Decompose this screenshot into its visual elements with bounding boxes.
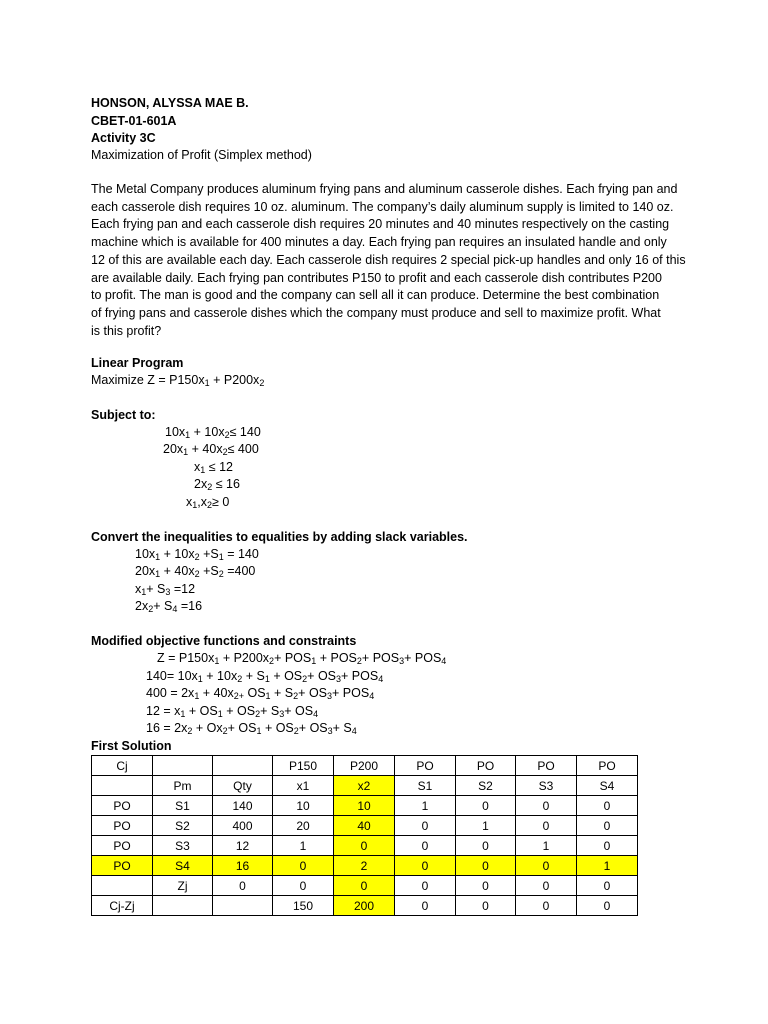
equation-subscript: 3 [327, 691, 333, 701]
equation-subscript: 4 [351, 726, 357, 736]
equation-text: + OS [298, 721, 328, 735]
slack-heading: Convert the inequalities to equalities by adding slack variables. [91, 530, 468, 544]
equation-text: + POS [404, 651, 442, 665]
table-cell: 0 [577, 876, 638, 896]
modified-constraint-4 [146, 720, 357, 736]
equation-text: + POS [341, 669, 379, 683]
student-name: HONSON, ALYSSA MAE B. [91, 96, 249, 110]
equation-text: Maximize Z = P150x [91, 373, 205, 387]
modified-objective [157, 650, 446, 666]
equation-subscript: 1 [265, 691, 271, 701]
activity-title: Activity 3C [91, 131, 156, 145]
equation-text: x [194, 460, 201, 474]
table-cell: 1 [273, 836, 334, 856]
equation-text: + S [260, 704, 280, 718]
constraint-handles [194, 459, 233, 475]
equation-text: +S [199, 564, 219, 578]
problem-line: Each frying pan and each casserole dish requires 20 minutes and 40 minutes respectively on the casting [91, 217, 670, 232]
problem-line: to profit. The man is good and the company can sell all it can produce. Determine the best combination [91, 288, 660, 303]
equation-subscript: 1 [256, 726, 262, 736]
equation-subscript: 2 [148, 604, 154, 614]
table-cell: Zj [153, 876, 213, 896]
equation-text: = 140 [223, 547, 259, 561]
equation-subscript: 1 [183, 447, 189, 457]
equation-subscript: 2 [207, 482, 213, 492]
equation-subscript: 3 [336, 674, 342, 684]
equation-subscript: 2 [293, 691, 299, 701]
table-row [92, 856, 638, 876]
equation-subscript: 2 [302, 674, 308, 684]
equation-text: + 10x [190, 425, 225, 439]
equation-text: + POS [332, 686, 370, 700]
equation-subscript: 2 [194, 569, 200, 579]
equation-text: + 40x [160, 564, 195, 578]
equation-text: ≤ 12 [205, 460, 233, 474]
equation-subscript: 2 [224, 430, 230, 440]
table-cell: 0 [456, 796, 516, 816]
linear-program-heading: Linear Program [91, 356, 184, 370]
table-cell: 200 [334, 896, 395, 916]
equation-text: 140= 10x [146, 669, 198, 683]
equation-subscript: 2 [222, 447, 228, 457]
equation-text: + P200x [209, 373, 260, 387]
equation-subscript: 2 [259, 378, 265, 388]
equation-subscript: 1 [204, 378, 210, 388]
table-cell: 0 [577, 836, 638, 856]
equation-text: + POS [361, 651, 400, 665]
table-header-row [92, 776, 638, 796]
equation-subscript: 1 [155, 569, 161, 579]
equation-text: =400 [223, 564, 256, 578]
equation-subscript: 1 [185, 430, 191, 440]
equation-text: Z = P150x [157, 651, 215, 665]
equation-text: 10x [135, 547, 156, 561]
table-cell: 0 [395, 876, 456, 896]
table-header-row [92, 756, 638, 776]
slack-equation-2 [135, 563, 255, 579]
equation-subscript: 1 [264, 674, 270, 684]
first-solution-table [91, 755, 638, 916]
table-cell: S1 [153, 796, 213, 816]
equation-subscript: 2 [218, 569, 224, 579]
equation-text: OS [244, 686, 266, 700]
modified-constraint-2 [146, 685, 374, 701]
equation-text: + 40x [188, 442, 223, 456]
equation-text: 20x [163, 442, 184, 456]
equation-text: + 10x [202, 669, 238, 683]
table-row [92, 896, 638, 916]
table-cell [213, 756, 273, 776]
equation-text: + OS [185, 704, 218, 718]
equation-subscript: 2 [293, 726, 299, 736]
equation-text: + OS [227, 721, 257, 735]
slack-equation-4 [135, 598, 202, 614]
first-solution-heading: First Solution [91, 739, 172, 753]
equation-text: =12 [170, 582, 196, 596]
table-cell: 0 [456, 876, 516, 896]
equation-subscript: 2 [222, 726, 228, 736]
modified-constraint-1 [146, 668, 383, 684]
table-cell: PO [516, 756, 577, 776]
equation-subscript: 1 [141, 587, 147, 597]
equation-text: ,x [197, 495, 207, 509]
equation-text: =16 [177, 599, 203, 613]
equation-text: + S [153, 599, 173, 613]
table-cell: x2 [334, 776, 395, 796]
constraint-aluminum [165, 424, 261, 440]
table-cell: PO [92, 836, 153, 856]
equation-text: 10x [165, 425, 186, 439]
table-cell: 0 [213, 876, 273, 896]
slack-equation-3 [135, 581, 195, 597]
constraint-nonnegativity [186, 494, 229, 510]
section-code: CBET-01-601A [91, 114, 177, 128]
slack-equation-1 [135, 546, 259, 562]
table-cell: 400 [213, 816, 273, 836]
equation-text: + POS [316, 651, 357, 665]
equation-subscript: 1 [197, 674, 203, 684]
equation-text: + S [146, 582, 166, 596]
equation-text: + S [332, 721, 352, 735]
equation-subscript: 3 [165, 587, 171, 597]
equation-subscript: 2 [356, 656, 362, 666]
table-cell: 0 [577, 896, 638, 916]
equation-text: x [135, 582, 142, 596]
table-cell: S2 [456, 776, 516, 796]
table-cell [213, 896, 273, 916]
table-cell: 0 [456, 896, 516, 916]
equation-subscript: 4 [313, 709, 319, 719]
equation-subscript: 4 [378, 674, 384, 684]
problem-line: 12 of this are available each day. Each casserole dish requires 2 special pick-up handles and only 16 of this [91, 252, 686, 267]
table-cell: 0 [395, 856, 456, 876]
problem-line: of frying pans and casserole dishes which the company must produce and sell to maximize profit. What [91, 305, 661, 320]
activity-subtitle: Maximization of Profit (Simplex method) [91, 148, 312, 162]
table-cell: PO [92, 796, 153, 816]
table-cell: P200 [334, 756, 395, 776]
table-cell: PO [92, 856, 153, 876]
table-cell: 0 [577, 796, 638, 816]
table-cell: 0 [395, 836, 456, 856]
equation-subscript: 1 [217, 709, 223, 719]
table-cell: S1 [395, 776, 456, 796]
table-cell: S3 [153, 836, 213, 856]
equation-subscript: 2+ [233, 691, 244, 701]
equation-subscript: 4 [441, 656, 447, 666]
table-row [92, 836, 638, 856]
equation-text: ≤ 16 [212, 477, 240, 491]
equation-text: + OS [284, 704, 314, 718]
table-cell: 0 [577, 816, 638, 836]
table-cell: 10 [334, 796, 395, 816]
table-cell: 0 [395, 896, 456, 916]
problem-line: is this profit? [91, 323, 162, 338]
equation-text: x [186, 495, 193, 509]
modified-heading: Modified objective functions and constraints [91, 634, 357, 648]
equation-subscript: 2 [187, 726, 193, 736]
equation-text: ≤ 140 [229, 425, 261, 439]
table-cell: 0 [516, 896, 577, 916]
table-cell: 1 [395, 796, 456, 816]
table-cell: S3 [516, 776, 577, 796]
table-cell [153, 756, 213, 776]
table-cell: 2 [334, 856, 395, 876]
constraint-machine [163, 441, 259, 457]
equation-subscript: 2 [237, 674, 243, 684]
equation-text: +S [199, 547, 219, 561]
equation-text: + Ox [192, 721, 223, 735]
table-row [92, 876, 638, 896]
equation-text: 20x [135, 564, 156, 578]
equation-subscript: 1 [192, 500, 198, 510]
problem-line: each casserole dish requires 10 oz. aluminum. The company’s daily aluminum supply is limited to 140 oz. [91, 199, 674, 214]
equation-text: 2x [194, 477, 208, 491]
table-cell: 40 [334, 816, 395, 836]
table-cell: S4 [153, 856, 213, 876]
table-cell: 0 [516, 856, 577, 876]
table-cell: 16 [213, 856, 273, 876]
equation-text: 2x [135, 599, 149, 613]
table-row [92, 816, 638, 836]
equation-text: + OS [261, 721, 294, 735]
table-cell: Cj-Zj [92, 896, 153, 916]
table-cell: S2 [153, 816, 213, 836]
table-row [92, 796, 638, 816]
equation-text: + OS [307, 669, 337, 683]
table-cell: 0 [516, 876, 577, 896]
modified-constraint-3 [146, 703, 318, 719]
equation-text: + 40x [199, 686, 234, 700]
equation-subscript: 1 [200, 465, 206, 475]
table-cell: 0 [456, 856, 516, 876]
table-cell: 1 [577, 856, 638, 876]
subject-to-heading: Subject to: [91, 408, 156, 422]
equation-text: + S [242, 669, 265, 683]
equation-subscript: 1 [214, 656, 220, 666]
table-cell: 150 [273, 896, 334, 916]
equation-text: 400 = 2x [146, 686, 195, 700]
equation-subscript: 3 [327, 726, 333, 736]
table-cell [92, 876, 153, 896]
equation-subscript: 2 [255, 709, 261, 719]
equation-subscript: 1 [311, 656, 317, 666]
equation-text: + OS [222, 704, 256, 718]
problem-line: machine which is available for 400 minutes a day. Each frying pan requires an insulated handle and only [91, 235, 667, 250]
table-cell: 10 [273, 796, 334, 816]
table-cell: 0 [273, 856, 334, 876]
equation-subscript: 2 [194, 552, 200, 562]
equation-subscript: 1 [218, 552, 224, 562]
table-cell: 0 [273, 876, 334, 896]
equation-text: + 10x [160, 547, 195, 561]
table-cell: 0 [334, 876, 395, 896]
problem-line: are available daily. Each frying pan contributes P150 to profit and each casserole dish contributes P200 [91, 270, 662, 285]
problem-statement [91, 181, 686, 340]
table-cell: S4 [577, 776, 638, 796]
constraint-pickup-handles [194, 476, 240, 492]
table-cell: PO [395, 756, 456, 776]
table-cell: 0 [516, 796, 577, 816]
equation-text: + P200x [219, 651, 270, 665]
table-cell: Cj [92, 756, 153, 776]
problem-line: The Metal Company produces aluminum frying pans and aluminum casserole dishes. Each frying pan and [91, 182, 678, 196]
table-cell: PO [92, 816, 153, 836]
table-cell: 0 [456, 836, 516, 856]
table-cell [92, 776, 153, 796]
table-cell: 140 [213, 796, 273, 816]
equation-subscript: 4 [172, 604, 178, 614]
table-cell: Pm [153, 776, 213, 796]
equation-text: + POS [274, 651, 312, 665]
equation-text: ≤ 400 [227, 442, 259, 456]
table-cell: 0 [395, 816, 456, 836]
equation-subscript: 2 [269, 656, 275, 666]
objective-function [91, 372, 264, 388]
equation-text: + OS [269, 669, 303, 683]
table-cell: PO [456, 756, 516, 776]
equation-subscript: 4 [369, 691, 375, 701]
table-cell: 0 [334, 836, 395, 856]
equation-subscript: 1 [155, 552, 161, 562]
table-cell: Qty [213, 776, 273, 796]
table-cell: x1 [273, 776, 334, 796]
table-cell [153, 896, 213, 916]
equation-subscript: 3 [279, 709, 285, 719]
table-cell: 1 [516, 836, 577, 856]
equation-subscript: 1 [194, 691, 200, 701]
table-cell: 20 [273, 816, 334, 836]
equation-subscript: 1 [180, 709, 186, 719]
table-cell: 12 [213, 836, 273, 856]
equation-subscript: 3 [399, 656, 405, 666]
equation-text: ≥ 0 [212, 495, 230, 509]
table-cell: 1 [456, 816, 516, 836]
equation-subscript: 2 [207, 500, 213, 510]
table-cell: PO [577, 756, 638, 776]
equation-text: + OS [298, 686, 328, 700]
table-cell: 0 [516, 816, 577, 836]
equation-text: 12 = x [146, 704, 181, 718]
equation-text: 16 = 2x [146, 721, 188, 735]
equation-text: + S [270, 686, 294, 700]
table-cell: P150 [273, 756, 334, 776]
